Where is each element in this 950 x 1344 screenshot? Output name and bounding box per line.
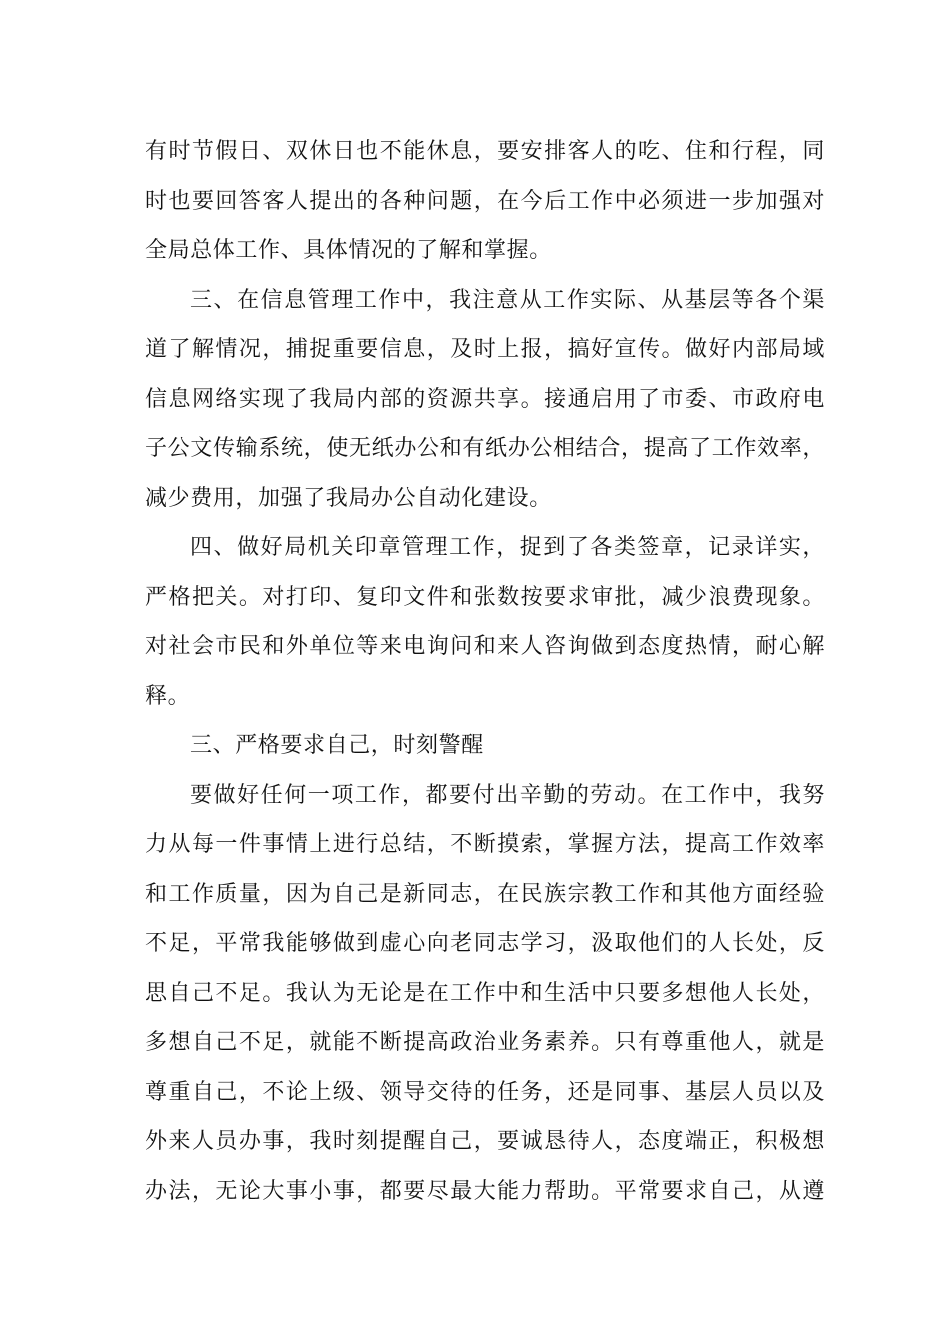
text-line: 办法，无论大事小事，都要尽最大能力帮助。平常要求自己，从遵	[145, 1179, 825, 1204]
text-line: 时也要回答客人提出的各种问题，在今后工作中必须进一步加强对	[145, 189, 825, 214]
text-line: 外来人员办事，我时刻提醒自己，要诚恳待人，态度端正，积极想	[145, 1129, 825, 1154]
text-line: 多想自己不足，就能不断提高政治业务素养。只有尊重他人，就是	[145, 1030, 825, 1055]
text-line: 三、在信息管理工作中，我注意从工作实际、从基层等各个渠	[190, 288, 825, 313]
text-line: 信息网络实现了我局内部的资源共享。接通启用了市委、市政府电	[145, 387, 825, 412]
text-line: 全局总体工作、具体情况的了解和掌握。	[145, 238, 552, 263]
text-line: 严格把关。对打印、复印文件和张数按要求审批，减少浪费现象。	[145, 585, 825, 610]
section-heading: 三、严格要求自己，时刻警醒	[190, 733, 484, 758]
text-line: 力从每一件事情上进行总结，不断摸索，掌握方法，提高工作效率	[145, 832, 825, 857]
text-line: 子公文传输系统，使无纸办公和有纸办公相结合，提高了工作效率，	[145, 436, 825, 461]
text-line: 对社会市民和外单位等来电询问和来人咨询做到态度热情，耐心解	[145, 634, 825, 659]
text-line: 四、做好局机关印章管理工作，捉到了各类签章，记录详实，	[190, 535, 825, 560]
text-line: 减少费用，加强了我局办公自动化建设。	[145, 486, 552, 511]
text-line: 尊重自己，不论上级、领导交待的任务，还是同事、基层人员以及	[145, 1080, 825, 1105]
text-line: 和工作质量，因为自己是新同志，在民族宗教工作和其他方面经验	[145, 882, 825, 907]
text-line: 有时节假日、双休日也不能休息，要安排客人的吃、住和行程，同	[145, 139, 825, 164]
text-line: 道了解情况，捕捉重要信息，及时上报，搞好宣传。做好内部局域	[145, 337, 825, 362]
text-line: 不足，平常我能够做到虚心向老同志学习，汲取他们的人长处，反	[145, 931, 825, 956]
text-line: 要做好任何一项工作，都要付出辛勤的劳动。在工作中，我努	[190, 783, 825, 808]
text-line: 思自己不足。我认为无论是在工作中和生活中只要多想他人长处，	[145, 981, 825, 1006]
text-line: 释。	[145, 684, 191, 709]
